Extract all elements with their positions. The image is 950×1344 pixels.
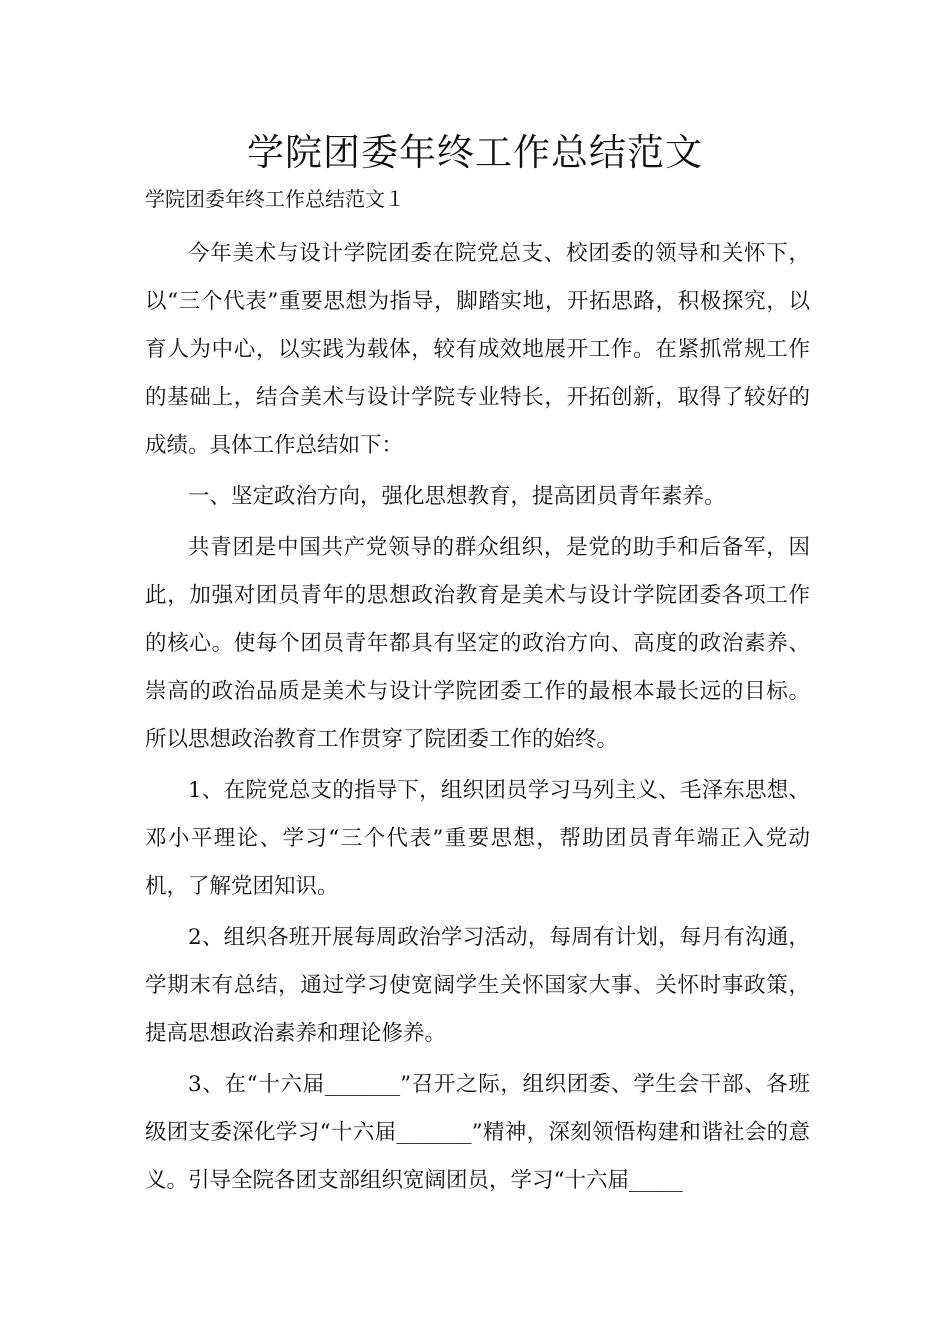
document-title: 学院团委年终工作总结范文: [247, 131, 703, 174]
list-item-2: 2、组织各班开展每周政治学习活动，每周有计划，每月有沟通，学期末有总结，通过学习使宽阔学生关怀国家大事、关怀时事政策，提高思想政治素养和理论修养。: [145, 925, 810, 1046]
document-body: [145, 230, 810, 1208]
list-item-3: 3、在“十六届_______”召开之际，组织团委、学生会干部、各班级团支委深化学习“十六届_______”精神，深刻领悟构建和谐社会的意义。引导全院各团支部组织宽阔团员，学习“十六届_____: [145, 1072, 810, 1193]
paragraph-league-core: 共青团是中国共产党领导的群众组织，是党的助手和后备军，因此，加强对团员青年的思想政治教育是美术与设计学院团委各项工作的核心。使每个团员青年都具有坚定的政治方向、高度的政治素养、崇高的政治品质是美术与设计学院团委工作的最根本最长远的目标。所以思想政治教育工作贯穿了院团委工作的始终。: [145, 535, 810, 752]
section-heading-1: 一、坚定政治方向，强化思想教育，提高团员青年素养。: [188, 484, 726, 509]
document-subtitle: 学院团委年终工作总结范文１: [145, 187, 405, 211]
list-item-1: 1、在院党总支的指导下，组织团员学习马列主义、毛泽东思想、邓小平理论、学习“三个代表”重要思想，帮助团员青年端正入党动机，了解党团知识。: [145, 778, 810, 899]
paragraph-intro: 今年美术与设计学院团委在院党总支、校团委的领导和关怀下，以“三个代表”重要思想为指导，脚踏实地，开拓思路，积极探究，以育人为中心，以实践为载体，较有成效地展开工作。在紧抓常规工作的基础上，结合美术与设计学院专业特长，开拓创新，取得了较好的成绩。具体工作总结如下：: [145, 241, 810, 458]
